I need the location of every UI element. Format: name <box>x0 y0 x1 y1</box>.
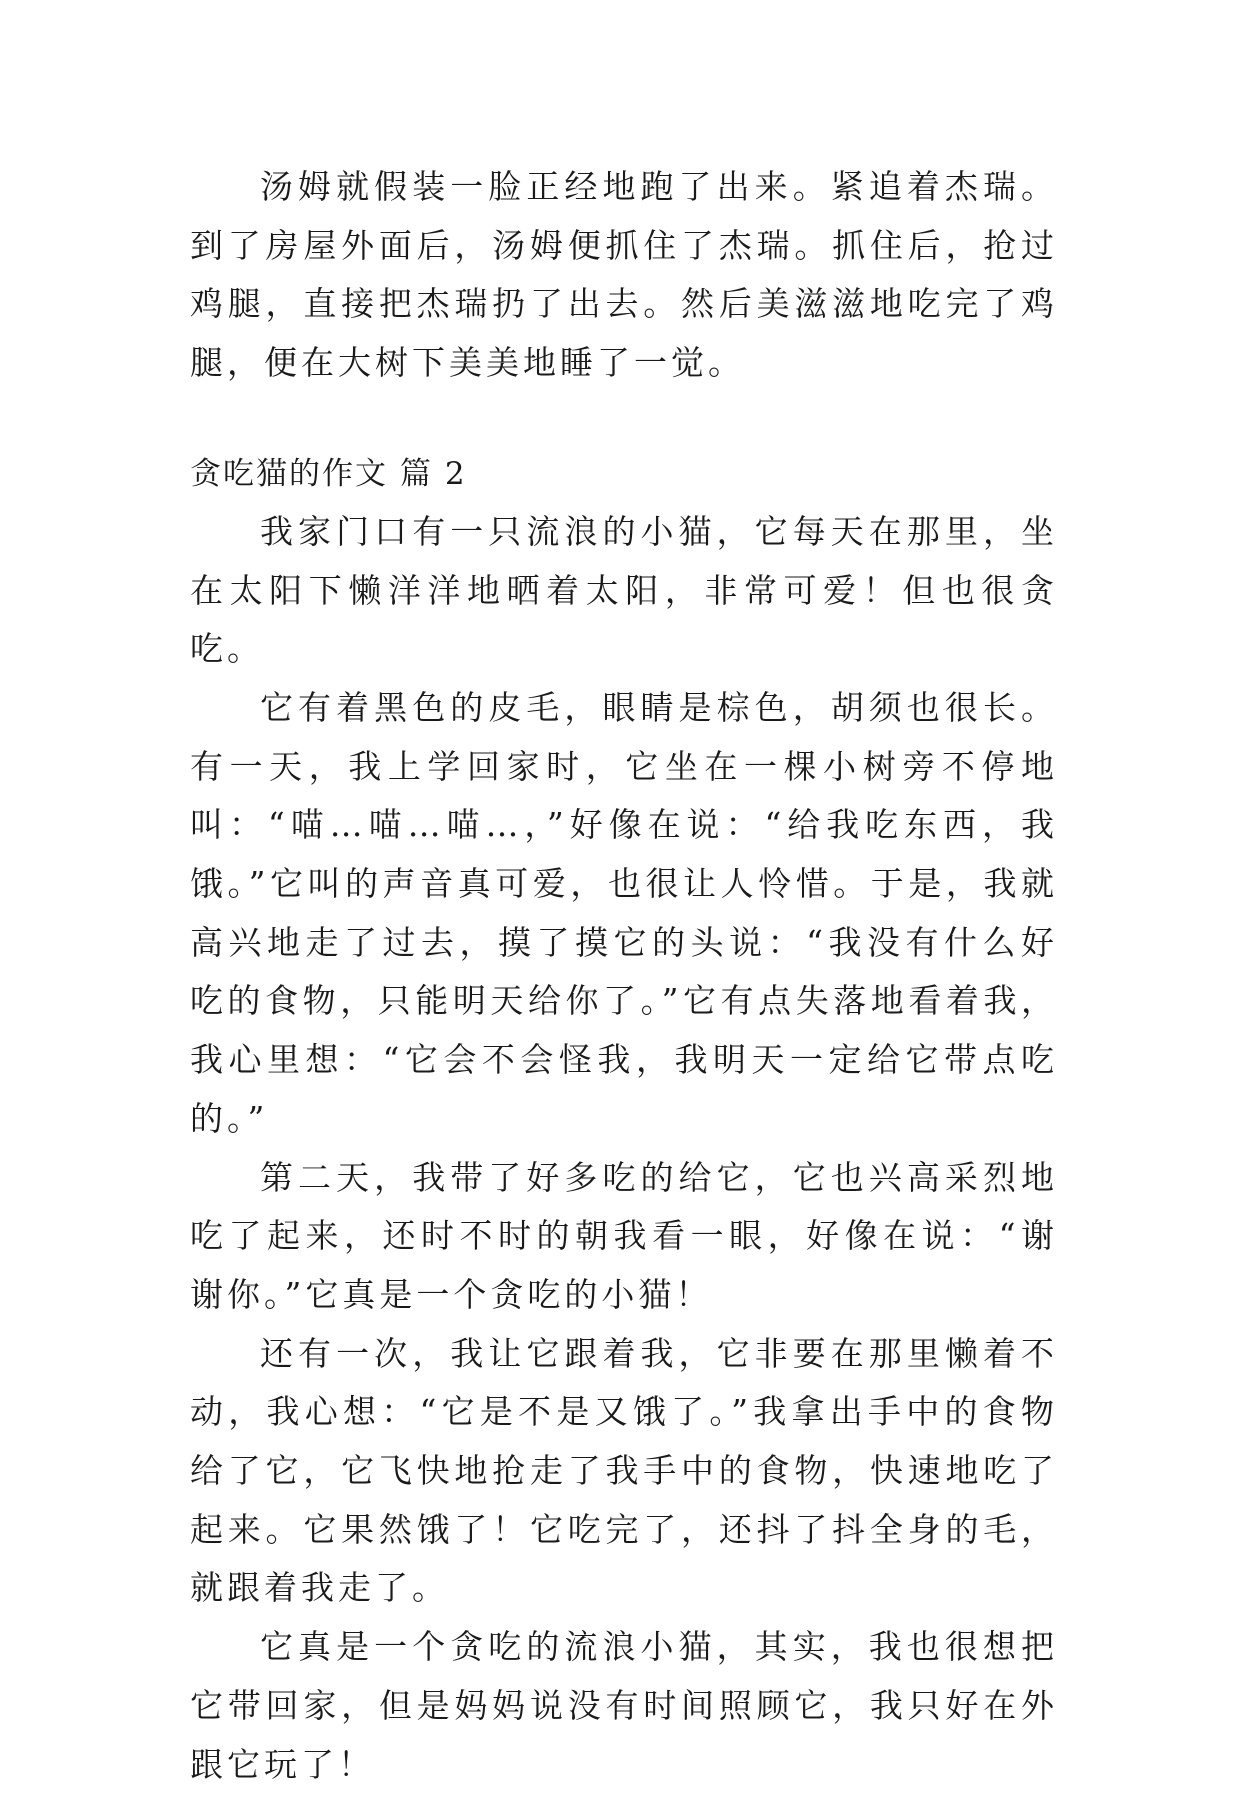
intro-paragraph: 汤姆就假装一脸正经地跑了出来。紧追着杰瑞。到了房屋外面后，汤姆便抓住了杰瑞。抓住后，抢过鸡腿，直接把杰瑞扔了出去。然后美滋滋地吃完了鸡腿，便在大树下美美地睡了一觉。 <box>190 167 1058 383</box>
body-paragraph: 第二天，我带了好多吃的给它，它也兴高采烈地吃了起来，还时不时的朝我看一眼，好像在说：“谢谢你。”它真是一个贪吃的小猫！ <box>190 1157 1058 1314</box>
body-paragraph: 它有着黑色的皮毛，眼睛是棕色，胡须也很长。有一天，我上学回家时，它坐在一棵小树旁不停地叫：“喵…喵…喵…，”好像在说：“给我吃东西，我饿。”它叫的声音真可爱，也很让人怜惜。于是，我就高兴地走了过去，摸了摸它的头说：“我没有什么好吃的食物，只能明天给你了。”它有点失落地看着我，我心里想：“它会不会怪我，我明天一定给它带点吃的。” <box>190 687 1058 1138</box>
section-title: 贪吃猫的作文 <box>190 455 388 492</box>
body-paragraph: 它真是一个贪吃的流浪小猫，其实，我也很想把它带回家，但是妈妈说没有时间照顾它，我只好在外跟它玩了！ <box>190 1627 1058 1784</box>
section-number: 篇 2 <box>400 455 467 492</box>
body-paragraph: 我家门口有一只流浪的小猫，它每天在那里，坐在太阳下懒洋洋地晒着太阳，非常可爱！但也很贪吃。 <box>190 511 1058 669</box>
document-page <box>190 150 1058 1794</box>
section-heading <box>190 445 1058 503</box>
body-paragraph: 还有一次，我让它跟着我，它非要在那里懒着不动，我心想：“它是不是又饿了。”我拿出手中的食物给了它，它飞快地抢走了我手中的食物，快速地吃了起来。它果然饿了！它吃完了，还抖了抖全身的毛，就跟着我走了。 <box>190 1333 1058 1608</box>
